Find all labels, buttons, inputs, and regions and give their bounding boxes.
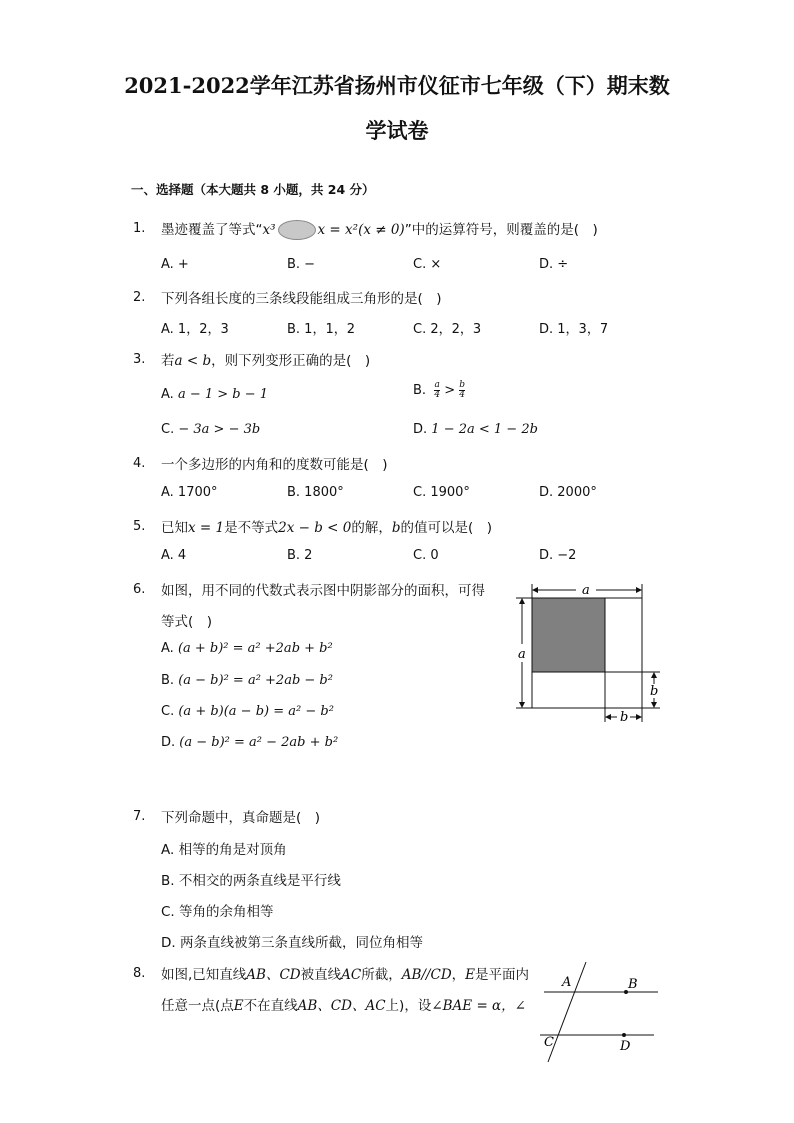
q6-option-c: [161, 704, 334, 719]
q8-figure: [536, 958, 662, 1066]
q8-e: E: [465, 967, 475, 983]
q3-frac-1-den: 4: [434, 390, 441, 400]
title-line-2: 学试卷: [365, 118, 429, 143]
q8-label-c: C: [544, 1035, 554, 1050]
q4-option-a: A. 1700°: [161, 485, 218, 500]
q1-expr2: x = x²(x ≠ 0): [317, 222, 405, 238]
q6-figure: [510, 578, 670, 726]
q2-option-d: D. 1，3，7: [539, 322, 609, 337]
q3-frac-2: [459, 381, 465, 400]
q1-option-a: A. +: [161, 257, 189, 272]
q3-stem-b: ，则下列变形正确的是( ): [211, 353, 371, 369]
q6-option-a: [161, 641, 333, 656]
q8-label-a: A: [562, 975, 572, 990]
q3-option-b-op: >: [444, 383, 456, 398]
q8-s1b: 被直线: [300, 967, 342, 983]
q5-stem-c: 的解，: [351, 520, 392, 536]
q5-stem: [161, 516, 492, 536]
section-heading: 一、选择题（本大题共 8 小题，共 24 分）: [131, 182, 375, 197]
q6-option-d-label: D.: [161, 735, 176, 750]
q8-ab-cd: AB、CD: [246, 967, 301, 983]
q8-s1e: 是平面内: [475, 967, 529, 983]
q8-s1c: 所截，: [361, 967, 402, 983]
q6-number: 6.: [133, 582, 146, 597]
q5-x: x = 1: [188, 520, 225, 536]
q3-frac-2-num: b: [459, 380, 466, 390]
q6-option-c-label: C.: [161, 704, 175, 719]
q3-option-c-expr: − 3a > − 3b: [178, 422, 261, 437]
q2-option-a: A. 1，2，3: [161, 322, 229, 337]
q8-s1d: ，: [451, 967, 466, 983]
q6-label-b-bottom: b: [620, 710, 629, 725]
q3-option-a-label: A.: [161, 387, 174, 402]
q6-option-b-label: B.: [161, 673, 175, 688]
q6-option-b: [161, 673, 333, 688]
q8-s1a: 如图,已知直线: [161, 967, 247, 983]
q5-option-d: D. −2: [539, 548, 577, 563]
q3-stem: [161, 349, 370, 369]
q5-option-c: C. 0: [413, 548, 439, 563]
q3-frac-2-den: 4: [459, 390, 465, 400]
q7-stem: 下列命题中，真命题是( ): [161, 810, 321, 826]
q8-e2: E: [233, 998, 244, 1014]
q8-stem-line1: [161, 963, 529, 983]
q8-s2b: 不在直线: [243, 998, 298, 1014]
q1-stem: [161, 218, 598, 240]
q6-label-a-left: a: [518, 647, 526, 662]
q8-point-d: [622, 1033, 626, 1037]
q2-number: 2.: [133, 290, 146, 305]
q4-option-b: B. 1800°: [287, 485, 344, 500]
q3-number: 3.: [133, 352, 146, 367]
q7-option-b: B. 不相交的两条直线是平行线: [161, 873, 341, 889]
q8-par: AB//CD: [401, 967, 452, 983]
q3-option-c-label: C.: [161, 422, 175, 437]
q3-option-d-expr: 1 − 2a < 1 − 2b: [431, 422, 538, 437]
q5-ineq: 2x − b < 0: [278, 520, 352, 536]
q8-label-d: D: [620, 1039, 631, 1054]
q6-stem-line2: 等式( ): [161, 614, 213, 630]
q3-cond: a < b: [174, 353, 212, 369]
q3-option-d: [413, 422, 538, 437]
q6-stem-line1: 如图，用不同的代数式表示图中阴影部分的面积，可得: [161, 583, 485, 599]
q1-option-c: C. ×: [413, 257, 442, 272]
q3-option-a-expr: a − 1 > b − 1: [177, 387, 269, 402]
q7-option-d: D. 两条直线被第三条直线所截，同位角相等: [161, 935, 423, 951]
q4-option-d: D. 2000°: [539, 485, 597, 500]
q2-option-b: B. 1，1，2: [287, 322, 355, 337]
q6-shaded-square: [532, 598, 605, 672]
q6-option-d-expr: (a − b)² = a² − 2ab + b²: [179, 735, 339, 750]
q3-frac-1-num: a: [434, 380, 440, 390]
q3-frac-1: [434, 381, 440, 400]
q2-stem: 下列各组长度的三条线段能组成三角形的是( ): [161, 291, 442, 307]
q6-option-a-label: A.: [161, 641, 174, 656]
q4-number: 4.: [133, 456, 146, 471]
q6-label-b-right: b: [650, 684, 659, 699]
q5-stem-b: 是不等式: [224, 520, 279, 536]
q8-stem-line2: [161, 994, 526, 1014]
q3-option-b-label: B.: [413, 383, 427, 398]
q1-expr: x³: [262, 222, 276, 238]
q8-lines: AB、CD、AC: [297, 998, 386, 1014]
q6-option-d: [161, 735, 338, 750]
q8-label-b: B: [628, 977, 638, 992]
q8-s2a: 任意一点(点: [161, 998, 234, 1014]
q7-number: 7.: [133, 809, 146, 824]
q3-option-b: [413, 381, 465, 400]
q8-s2c: 上)，设: [385, 998, 432, 1014]
q8-angle: ∠BAE = α，∠: [431, 998, 526, 1014]
q6-option-a-expr: (a + b)² = a² +2ab + b²: [177, 641, 333, 656]
title-line-1: 2021-2022学年江苏省扬州市仪征市七年级（下）期末数: [124, 73, 670, 98]
q5-number: 5.: [133, 519, 146, 534]
q3-option-a: [161, 387, 268, 402]
q7-option-c: C. 等角的余角相等: [161, 904, 274, 920]
q1-option-d: D. ÷: [539, 257, 569, 272]
q1-stem-a: 墨迹覆盖了等式“: [161, 222, 263, 238]
q6-label-a-top: a: [582, 583, 590, 598]
q6-option-b-expr: (a − b)² = a² +2ab − b²: [178, 673, 333, 688]
q1-number: 1.: [133, 221, 146, 236]
q8-number: 8.: [133, 966, 146, 981]
q5-stem-a: 已知: [161, 520, 188, 536]
q5-stem-d: 的值可以是( ): [400, 520, 493, 536]
q5-b: b: [391, 520, 401, 536]
q2-option-c: C. 2，2，3: [413, 322, 482, 337]
q3-stem-a: 若: [161, 353, 175, 369]
q4-option-c: C. 1900°: [413, 485, 470, 500]
q4-stem: 一个多边形的内角和的度数可能是( ): [161, 457, 388, 473]
q3-option-c: [161, 422, 260, 437]
q1-option-b: B. −: [287, 257, 316, 272]
q3-option-d-label: D.: [413, 422, 428, 437]
q5-option-a: A. 4: [161, 548, 187, 563]
q1-stem-b: ”中的运算符号，则覆盖的是( ): [404, 222, 598, 238]
q8-ac: AC: [341, 967, 362, 983]
ink-blot-icon: [278, 220, 316, 240]
q7-option-a: A. 相等的角是对顶角: [161, 842, 287, 858]
q6-option-c-expr: (a + b)(a − b) = a² − b²: [178, 704, 334, 719]
q5-option-b: B. 2: [287, 548, 313, 563]
